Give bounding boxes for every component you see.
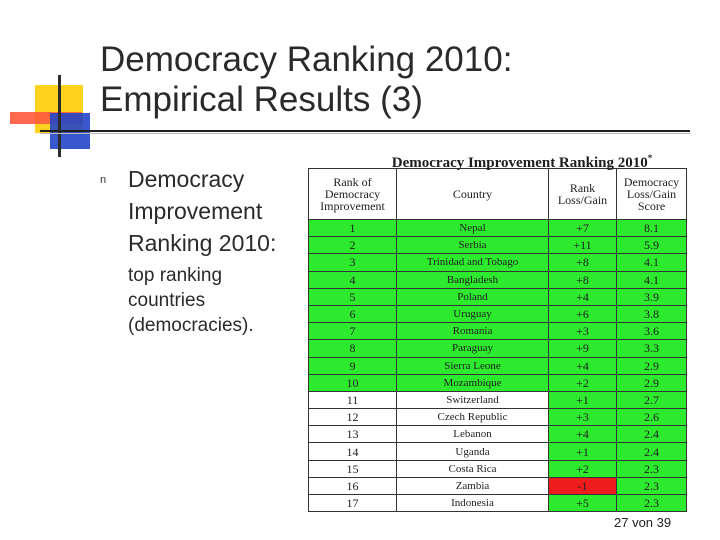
table-row bbox=[309, 426, 687, 443]
table-row bbox=[309, 357, 687, 374]
country-cell: Paraguay bbox=[397, 340, 549, 357]
header-country: Country bbox=[397, 169, 549, 220]
ranking-table-container bbox=[308, 148, 686, 512]
table-row bbox=[309, 220, 687, 237]
score-cell: 2.3 bbox=[617, 495, 687, 512]
table-row bbox=[309, 391, 687, 408]
rank-cell: 11 bbox=[309, 391, 397, 408]
slide-title bbox=[100, 40, 512, 120]
score-cell: 3.6 bbox=[617, 323, 687, 340]
rank-cell: 4 bbox=[309, 271, 397, 288]
table-row bbox=[309, 254, 687, 271]
score-cell: 3.3 bbox=[617, 340, 687, 357]
rank-cell: 2 bbox=[309, 237, 397, 254]
slide-title-line1: Democracy Ranking 2010: bbox=[100, 40, 513, 79]
slide-number: 27 von 39 bbox=[614, 515, 672, 530]
country-cell: Zambia bbox=[397, 477, 549, 494]
rank-change-cell: +8 bbox=[549, 254, 617, 271]
country-cell: Romania bbox=[397, 323, 549, 340]
table-body bbox=[309, 220, 687, 512]
rank-change-cell: +1 bbox=[549, 391, 617, 408]
table-row bbox=[309, 374, 687, 391]
bullet-sub-text: top ranking countries (democracies). bbox=[128, 265, 254, 336]
table-row bbox=[309, 477, 687, 494]
score-cell: 2.7 bbox=[617, 391, 687, 408]
country-cell: Sierra Leone bbox=[397, 357, 549, 374]
rank-change-cell: +5 bbox=[549, 495, 617, 512]
table-title bbox=[358, 148, 686, 171]
country-cell: Poland bbox=[397, 288, 549, 305]
bullet-marker: n bbox=[100, 174, 107, 186]
rank-change-cell: +3 bbox=[549, 409, 617, 426]
rank-cell: 8 bbox=[309, 340, 397, 357]
rank-cell: 15 bbox=[309, 460, 397, 477]
header-rank: Rank of Democracy Improvement bbox=[309, 169, 397, 220]
country-cell: Nepal bbox=[397, 220, 549, 237]
rank-cell: 17 bbox=[309, 495, 397, 512]
country-cell: Mozambique bbox=[397, 374, 549, 391]
country-cell: Serbia bbox=[397, 237, 549, 254]
rank-change-cell: +3 bbox=[549, 323, 617, 340]
table-row bbox=[309, 305, 687, 322]
table-header-row bbox=[309, 169, 687, 220]
rank-cell: 16 bbox=[309, 477, 397, 494]
country-cell: Czech Republic bbox=[397, 409, 549, 426]
rank-cell: 1 bbox=[309, 220, 397, 237]
title-underline bbox=[40, 130, 690, 132]
rank-change-cell: +4 bbox=[549, 357, 617, 374]
score-cell: 3.9 bbox=[617, 288, 687, 305]
rank-change-cell: +2 bbox=[549, 374, 617, 391]
score-cell: 2.3 bbox=[617, 460, 687, 477]
table-title-text: Democracy Improvement Ranking 2010 bbox=[391, 155, 648, 171]
rank-change-cell: -1 bbox=[549, 477, 617, 494]
score-cell: 2.9 bbox=[617, 357, 687, 374]
country-cell: Indonesia bbox=[397, 495, 549, 512]
table-row bbox=[309, 460, 687, 477]
country-cell: Bangladesh bbox=[397, 271, 549, 288]
country-cell: Lebanon bbox=[397, 426, 549, 443]
country-cell: Uganda bbox=[397, 443, 549, 460]
rank-change-cell: +2 bbox=[549, 460, 617, 477]
rank-change-cell: +9 bbox=[549, 340, 617, 357]
slide-title-line2: Empirical Results (3) bbox=[100, 80, 423, 119]
rank-cell: 9 bbox=[309, 357, 397, 374]
score-cell: 5.9 bbox=[617, 237, 687, 254]
header-rank-change: Rank Loss/Gain bbox=[549, 169, 617, 220]
table-row bbox=[309, 237, 687, 254]
country-cell: Trinidad and Tobago bbox=[397, 254, 549, 271]
rank-change-cell: +8 bbox=[549, 271, 617, 288]
rank-change-cell: +6 bbox=[549, 305, 617, 322]
table-title-mark: * bbox=[647, 153, 653, 163]
table-row bbox=[309, 409, 687, 426]
score-cell: 8.1 bbox=[617, 220, 687, 237]
table-row bbox=[309, 443, 687, 460]
rank-cell: 6 bbox=[309, 305, 397, 322]
rank-cell: 14 bbox=[309, 443, 397, 460]
header-score: Democracy Loss/Gain Score bbox=[617, 169, 687, 220]
rank-cell: 7 bbox=[309, 323, 397, 340]
score-cell: 4.1 bbox=[617, 271, 687, 288]
rank-cell: 12 bbox=[309, 409, 397, 426]
bullet-main-text: Democracy Improvement Ranking 2010: bbox=[128, 166, 277, 256]
table-row bbox=[309, 495, 687, 512]
table-row bbox=[309, 340, 687, 357]
rank-change-cell: +11 bbox=[549, 237, 617, 254]
score-cell: 3.8 bbox=[617, 305, 687, 322]
score-cell: 2.3 bbox=[617, 477, 687, 494]
country-cell: Switzerland bbox=[397, 391, 549, 408]
title-underline-shadow bbox=[40, 133, 690, 134]
rank-cell: 10 bbox=[309, 374, 397, 391]
table-row bbox=[309, 323, 687, 340]
rank-change-cell: +4 bbox=[549, 288, 617, 305]
table-row bbox=[309, 271, 687, 288]
country-cell: Costa Rica bbox=[397, 460, 549, 477]
rank-cell: 13 bbox=[309, 426, 397, 443]
score-cell: 4.1 bbox=[617, 254, 687, 271]
score-cell: 2.4 bbox=[617, 426, 687, 443]
rank-change-cell: +4 bbox=[549, 426, 617, 443]
rank-change-cell: +1 bbox=[549, 443, 617, 460]
score-cell: 2.9 bbox=[617, 374, 687, 391]
score-cell: 2.4 bbox=[617, 443, 687, 460]
ranking-table bbox=[308, 168, 687, 512]
table-row bbox=[309, 288, 687, 305]
country-cell: Uruguay bbox=[397, 305, 549, 322]
rank-cell: 3 bbox=[309, 254, 397, 271]
decor-vertical-line bbox=[58, 75, 61, 157]
score-cell: 2.6 bbox=[617, 409, 687, 426]
rank-change-cell: +7 bbox=[549, 220, 617, 237]
rank-cell: 5 bbox=[309, 288, 397, 305]
